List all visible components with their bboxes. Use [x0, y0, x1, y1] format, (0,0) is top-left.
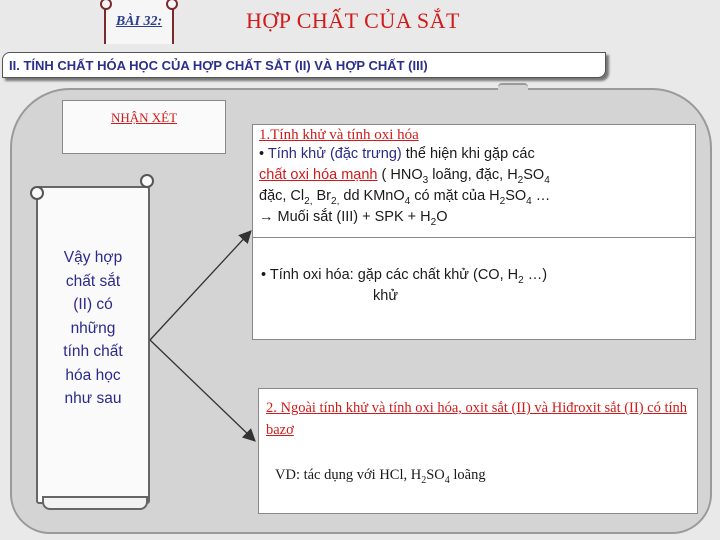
text: loãng — [453, 467, 486, 483]
text: SO — [523, 167, 545, 183]
summary-line: (II) có — [73, 296, 113, 313]
subscript: 2, — [331, 195, 340, 207]
text: Br — [316, 188, 332, 204]
subscript: 4 — [444, 474, 450, 486]
text: • Tính oxi hóa: gặp các chất khử (CO, H — [261, 267, 519, 283]
text: SO — [426, 467, 445, 483]
text: SO — [505, 188, 527, 204]
subscript: 4 — [404, 195, 411, 207]
subscript: 2 — [499, 195, 506, 207]
text: có mặt của H — [414, 188, 500, 204]
summary-line: Vậy hợp — [63, 249, 123, 266]
text: …) — [527, 267, 548, 283]
text: VD: tác dụng với HCl, H — [275, 467, 422, 483]
right-arrow-icon: → — [259, 209, 274, 225]
summary-line: như sau — [64, 390, 122, 407]
text: O — [436, 209, 448, 225]
example-line — [275, 467, 486, 484]
summary-line: những — [70, 319, 116, 337]
box1-title: 1.Tính khử và tính oxi hóa — [259, 127, 419, 143]
text: Muối sắt (III) + SPK + H — [277, 209, 431, 225]
box2-line: khử — [373, 288, 399, 304]
subscript: 4 — [544, 174, 550, 186]
subscript: 2 — [517, 174, 524, 186]
note-title: NHẬN XÉT — [110, 110, 178, 125]
subscript: 2 — [430, 216, 437, 228]
text: loãng, đặc, H — [432, 167, 518, 183]
box3-title: 2. Ngoài tính khử và tính oxi hóa, oxit sắt (II) và Hiđroxit sắt (II) có tính bazơ — [266, 400, 688, 438]
subscript: 3 — [422, 174, 429, 186]
subscript: 2, — [304, 195, 313, 207]
text: … — [535, 188, 551, 204]
text: dd KMnO — [343, 188, 405, 204]
subscript: 4 — [526, 195, 532, 207]
subscript: 2 — [518, 274, 524, 286]
lesson-label: BÀI 32: — [115, 14, 163, 29]
summary-line: hóa học — [65, 366, 121, 384]
text: (đặc trưng) — [329, 146, 402, 162]
summary-line: chất sắt — [65, 272, 121, 290]
box1-line — [259, 165, 689, 186]
section-title: II. TÍNH CHẤT HÓA HỌC CỦA HỢP CHẤT SẮT (II) VÀ HỢP CHẤT (III) — [9, 58, 428, 73]
basic-property-box — [258, 388, 698, 514]
box1-line — [259, 207, 689, 228]
arrow-to-box1 — [150, 232, 250, 340]
box1-line — [259, 186, 689, 207]
text: ( HNO — [381, 167, 423, 183]
text: Tính khử — [267, 146, 326, 162]
text: đặc, Cl — [259, 188, 305, 204]
text: chất oxi hóa mạnh — [259, 167, 378, 183]
page-title: HỢP CHẤT CỦA SẮT — [246, 8, 460, 33]
arrow-to-box3 — [150, 340, 254, 440]
box2-line — [261, 266, 547, 284]
box1-line — [259, 144, 689, 165]
bullet: • — [259, 146, 265, 162]
oxidizing-box — [252, 238, 696, 340]
subscript: 2 — [421, 474, 427, 486]
text: thể hiện khi gặp các — [405, 146, 535, 162]
summary-line: tính chất — [63, 343, 123, 360]
reducing-oxidizing-box — [252, 124, 696, 238]
